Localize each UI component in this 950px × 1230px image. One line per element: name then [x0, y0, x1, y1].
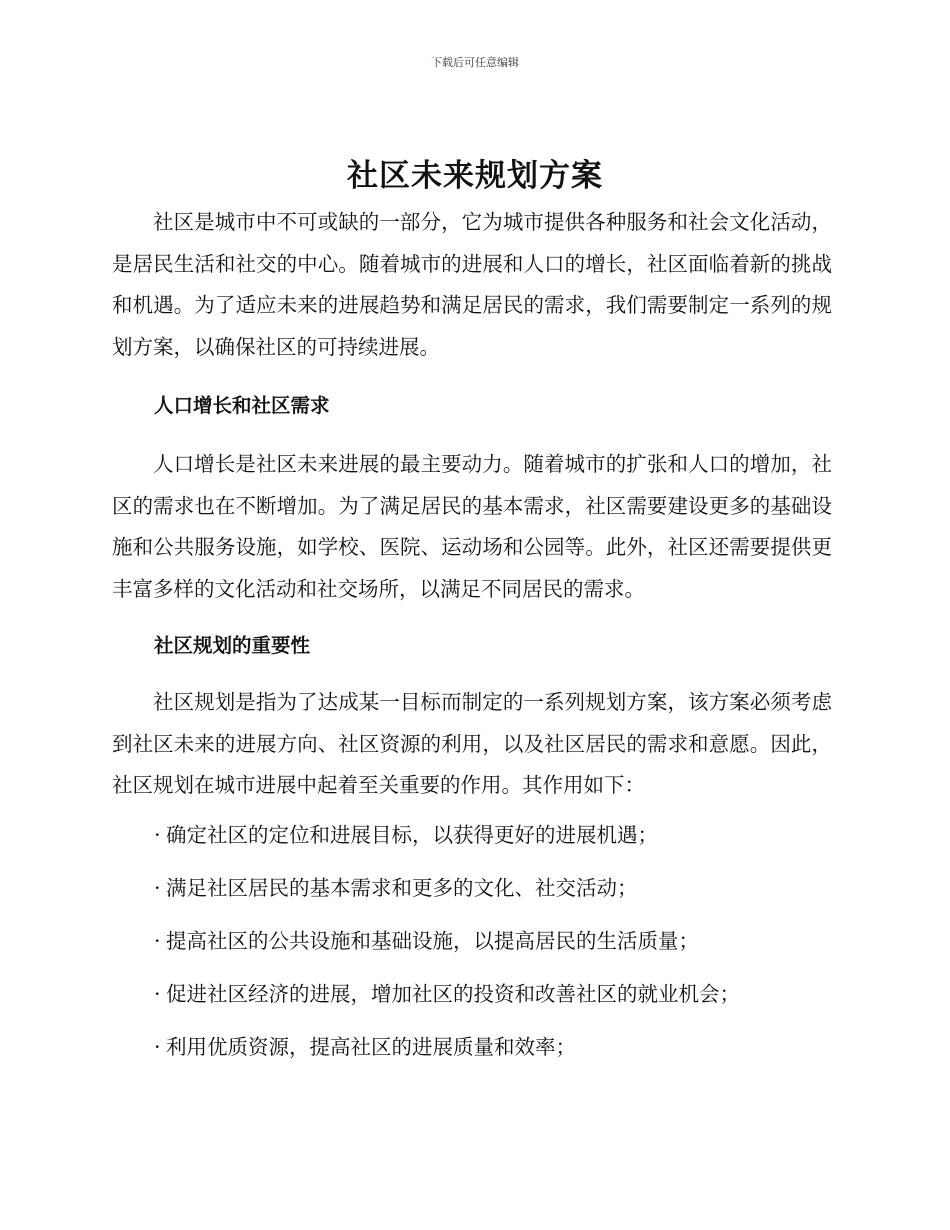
bullet-marker: · [154, 822, 161, 847]
list-item-text: 利用优质资源，提高社区的进展质量和效率； [166, 1034, 576, 1059]
list-item-text: 满足社区居民的基本需求和更多的文化、社交活动； [166, 875, 638, 900]
list-item [154, 1033, 832, 1061]
document-body [112, 202, 832, 1086]
bullet-list [112, 821, 832, 1061]
list-item [154, 874, 832, 902]
section-heading-population: 人口增长和社区需求 [154, 394, 330, 417]
list-item [154, 821, 832, 849]
section-paragraph-population: 人口增长是社区未来进展的最主要动力。随着城市的扩张和人口的增加，社区的需求也在不断增加。为了满足居民的基本需求，社区需要建设更多的基础设施和公共服务设施，如学校、医院、运动场和公园等。此外，社区还需要提供更丰富多样的文化活动和社交场所，以满足不同居民的需求。 [112, 452, 832, 601]
list-item-text: 确定社区的定位和进展目标，以获得更好的进展机遇； [166, 822, 658, 847]
list-item-text: 促进社区经济的进展，增加社区的投资和改善社区的就业机会； [166, 981, 740, 1006]
bullet-marker: · [154, 875, 161, 900]
bullet-marker: · [154, 1034, 161, 1059]
page-header: 下载后可任意编辑 [431, 56, 519, 69]
bullet-marker: · [154, 981, 161, 1006]
document-title: 社区未来规划方案 [347, 158, 603, 194]
bullet-marker: · [154, 928, 161, 953]
intro-paragraph: 社区是城市中不可或缺的一部分，它为城市提供各种服务和社会文化活动，是居民生活和社交的中心。随着城市的进展和人口的增长，社区面临着新的挑战和机遇。为了适应未来的进展趋势和满足居民的需求，我们需要制定一系列的规划方案，以确保社区的可持续进展。 [112, 210, 832, 359]
list-item [154, 927, 832, 955]
list-item [154, 980, 832, 1008]
section-heading-importance: 社区规划的重要性 [154, 634, 311, 657]
section-paragraph-importance: 社区规划是指为了达成某一目标而制定的一系列规划方案，该方案必须考虑到社区未来的进展方向、社区资源的利用，以及社区居民的需求和意愿。因此，社区规划在城市进展中起着至关重要的作用。其作用如下： [112, 690, 832, 797]
list-item-text: 提高社区的公共设施和基础设施，以提高居民的生活质量； [166, 928, 699, 953]
